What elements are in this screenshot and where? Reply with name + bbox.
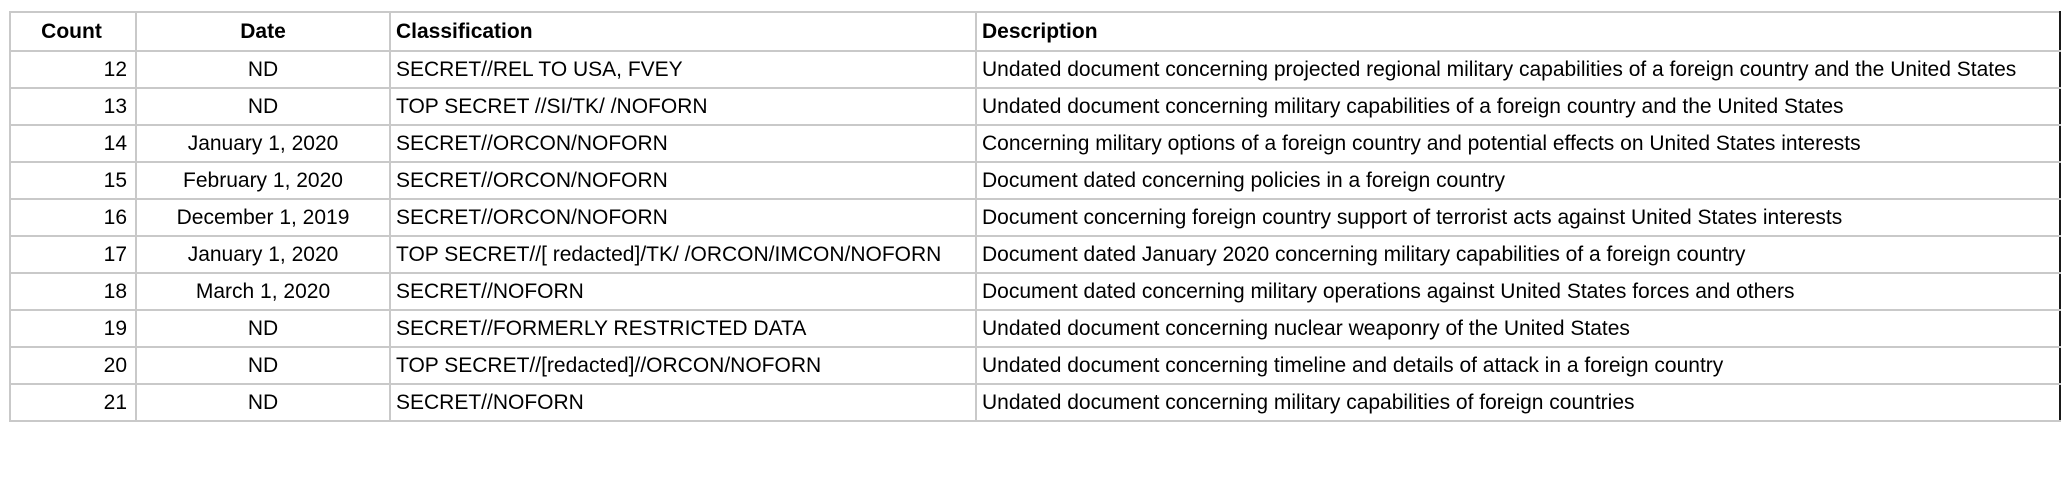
- cell-count: 15: [10, 162, 136, 199]
- cell-date: ND: [136, 51, 390, 88]
- header-classification: Classification: [390, 12, 976, 51]
- document-table-container: [9, 11, 2061, 422]
- cell-date: ND: [136, 347, 390, 384]
- cell-classification: SECRET//ORCON/NOFORN: [390, 125, 976, 162]
- cell-count: 13: [10, 88, 136, 125]
- cell-classification: SECRET//NOFORN: [390, 273, 976, 310]
- cell-description: Document dated concerning policies in a foreign country: [976, 162, 2060, 199]
- header-count: Count: [10, 12, 136, 51]
- table-row: [10, 199, 2060, 236]
- cell-count: 12: [10, 51, 136, 88]
- cell-classification: SECRET//ORCON/NOFORN: [390, 162, 976, 199]
- cell-date: ND: [136, 310, 390, 347]
- cell-count: 19: [10, 310, 136, 347]
- table-header-row: [10, 12, 2060, 51]
- cell-classification: SECRET//REL TO USA, FVEY: [390, 51, 976, 88]
- document-table: [9, 11, 2061, 422]
- table-row: [10, 384, 2060, 421]
- cell-classification: TOP SECRET//[ redacted]/TK/ /ORCON/IMCON/NOFORN: [390, 236, 976, 273]
- cell-classification: TOP SECRET//[redacted]//ORCON/NOFORN: [390, 347, 976, 384]
- table-row: [10, 273, 2060, 310]
- cell-date: December 1, 2019: [136, 199, 390, 236]
- cell-date: ND: [136, 384, 390, 421]
- cell-count: 14: [10, 125, 136, 162]
- cell-description: Document concerning foreign country support of terrorist acts against United States interests: [976, 199, 2060, 236]
- header-description: Description: [976, 12, 2060, 51]
- cell-classification: SECRET//FORMERLY RESTRICTED DATA: [390, 310, 976, 347]
- cell-classification: TOP SECRET //SI/TK/ /NOFORN: [390, 88, 976, 125]
- table-row: [10, 88, 2060, 125]
- cell-date: January 1, 2020: [136, 236, 390, 273]
- table-row: [10, 162, 2060, 199]
- cell-description: Undated document concerning nuclear weaponry of the United States: [976, 310, 2060, 347]
- table-row: [10, 125, 2060, 162]
- cell-date: ND: [136, 88, 390, 125]
- cell-classification: SECRET//ORCON/NOFORN: [390, 199, 976, 236]
- cell-count: 20: [10, 347, 136, 384]
- table-row: [10, 310, 2060, 347]
- cell-description: Undated document concerning timeline and details of attack in a foreign country: [976, 347, 2060, 384]
- cell-count: 21: [10, 384, 136, 421]
- cell-date: January 1, 2020: [136, 125, 390, 162]
- header-date: Date: [136, 12, 390, 51]
- cell-count: 17: [10, 236, 136, 273]
- cell-classification: SECRET//NOFORN: [390, 384, 976, 421]
- table-row: [10, 236, 2060, 273]
- table-row: [10, 347, 2060, 384]
- cell-description: Document dated January 2020 concerning military capabilities of a foreign country: [976, 236, 2060, 273]
- cell-description: Undated document concerning projected regional military capabilities of a foreign country and the United States: [976, 51, 2060, 88]
- cell-date: March 1, 2020: [136, 273, 390, 310]
- cell-date: February 1, 2020: [136, 162, 390, 199]
- cell-description: Document dated concerning military operations against United States forces and others: [976, 273, 2060, 310]
- cell-count: 18: [10, 273, 136, 310]
- cell-description: Undated document concerning military capabilities of a foreign country and the United States: [976, 88, 2060, 125]
- cell-count: 16: [10, 199, 136, 236]
- cell-description: Concerning military options of a foreign country and potential effects on United States interests: [976, 125, 2060, 162]
- table-row: [10, 51, 2060, 88]
- cell-description: Undated document concerning military capabilities of foreign countries: [976, 384, 2060, 421]
